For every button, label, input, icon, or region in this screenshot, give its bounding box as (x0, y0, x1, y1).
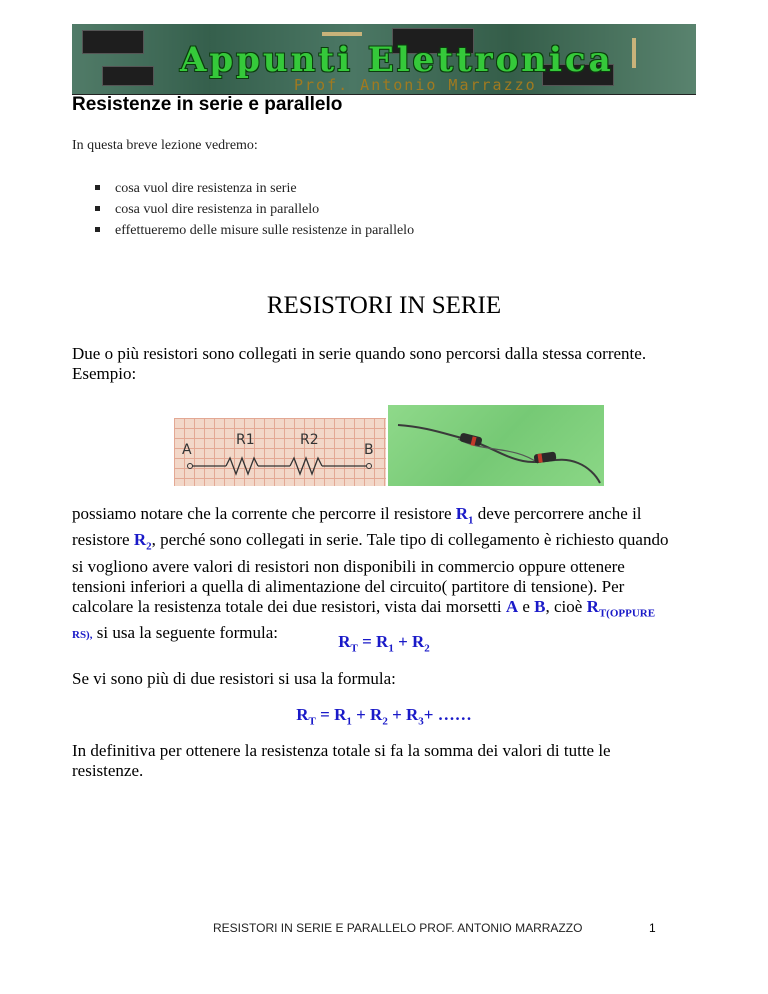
page-footer: RESISTORI IN SERIE E PARALLELO PROF. ANTONIO MARRAZZO (213, 921, 583, 935)
paragraph-more-resistors: Se vi sono più di due resistori si usa la formula: (72, 669, 396, 688)
label-r1: R1 (236, 432, 255, 448)
paragraph-intro: Due o più resistori sono collegati in serie quando sono percorsi dalla stessa corrente. Esempio: (72, 344, 647, 383)
banner-title: Appunti Elettronica (180, 40, 614, 80)
bullet-square-icon (95, 185, 100, 190)
intro-text: In questa breve lezione vedremo: (72, 138, 258, 153)
section-title: RESISTORI IN SERIE (266, 292, 502, 319)
schematic-drawing (174, 418, 386, 486)
rs-symbol: RS), (72, 629, 93, 642)
lesson-bullet-list (95, 178, 414, 241)
formula-many-resistors: $R_T = R_1 + R_2 + R_3+$ …… (296, 705, 472, 728)
paragraph-conclusion: In definitiva per ottenere la resistenza totale si fa la somma dei valori di tutte le resistenze. (72, 741, 611, 780)
r2-symbol: $R_2$ (133, 530, 152, 553)
components-drawing (388, 405, 604, 486)
header-banner (72, 24, 696, 95)
banner-subtitle: Prof. Antonio Marrazzo (294, 76, 537, 94)
terminal-b: B (534, 596, 546, 616)
trace-graphic (632, 38, 636, 68)
series-components-photo (388, 405, 604, 486)
label-a: A (182, 442, 192, 458)
list-item: cosa vuol dire resistenza in parallelo (95, 199, 414, 220)
paragraph-explanation: possiamo notare che la corrente che percorre il resistore $R_1$ deve percorrere anche il resistore $R_2$, perché sono collegati in serie. Tale tipo di collegamento è richiesto quando si vogliono avere valori di resistori non disponibili in commercio oppure ottenere tensioni inferiori a quella di alimentazione del circuito( partitore di tensione). Per calcolare la resistenza totale dei due resistori, vista dai morsetti A e B, cioè $R_{T(OPPURE}$ RS), si usa la seguente formula: (72, 504, 669, 643)
list-item: effettueremo delle misure sulle resistenze in parallelo (95, 220, 414, 241)
bullet-square-icon (95, 227, 100, 232)
label-r2: R2 (300, 432, 319, 448)
series-schematic-figure (174, 418, 386, 486)
trace-graphic (322, 32, 362, 36)
rt-symbol: $R_{T(OPPURE}$ (586, 596, 656, 620)
chip-graphic (102, 66, 154, 86)
page-number: 1 (649, 921, 656, 935)
terminal-a: A (505, 596, 519, 616)
document-title: Resistenze in serie e parallelo (72, 94, 343, 115)
r1-symbol: $R_1$ (455, 504, 474, 527)
bullet-square-icon (95, 206, 100, 211)
formula-two-resistors: $R_T = R_1 + R_2$ (338, 632, 430, 655)
list-item: cosa vuol dire resistenza in serie (95, 178, 414, 199)
label-b: B (364, 442, 374, 458)
chip-graphic (82, 30, 144, 54)
